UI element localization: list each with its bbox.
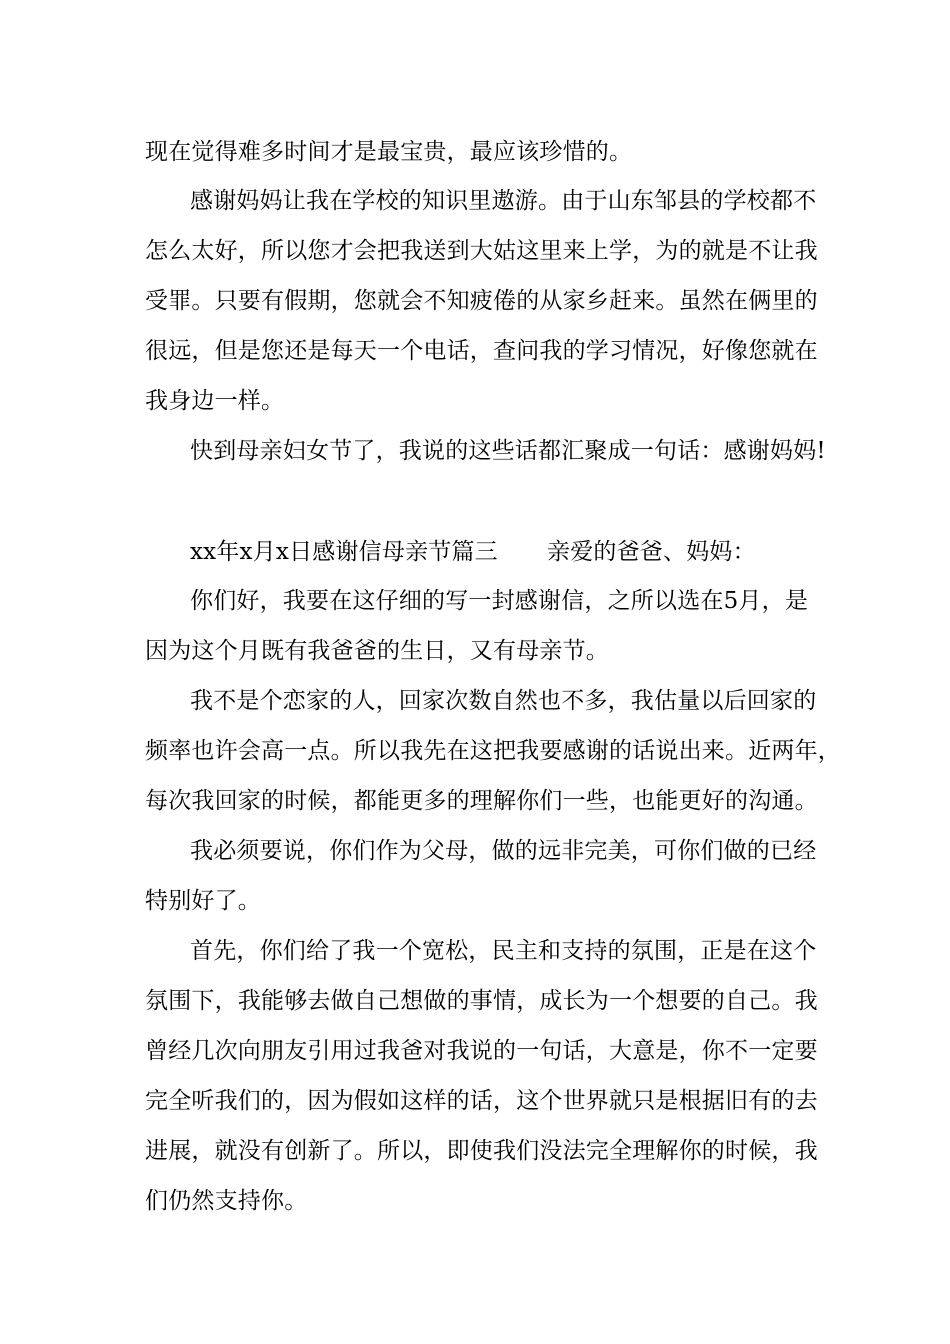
paragraph-line: 我身边一样。 bbox=[145, 388, 285, 414]
paragraph-line: 每次我回家的时候，都能更多的理解你们一些，也能更好的沟通。 bbox=[145, 788, 818, 814]
paragraph-line: 氛围下，我能够去做自己想做的事情，成长为一个想要的自己。我 bbox=[145, 988, 818, 1014]
paragraph-line: 怎么太好，所以您才会把我送到大姑这里来上学，为的就是不让我 bbox=[145, 238, 818, 264]
paragraph-line: 快到母亲妇女节了，我说的这些话都汇聚成一句话：感谢妈妈! bbox=[190, 438, 826, 464]
paragraph-line: 首先，你们给了我一个宽松，民主和支持的氛围，正是在这个 bbox=[190, 938, 817, 964]
section-heading: xx年x月x日感谢信母亲节篇三 bbox=[190, 539, 498, 565]
paragraph-line: 你们好，我要在这仔细的写一封感谢信，之所以选在5月，是 bbox=[190, 588, 809, 614]
salutation: 亲爱的爸爸、妈妈： bbox=[547, 539, 756, 565]
paragraph-line: 感谢妈妈让我在学校的知识里遨游。由于山东邹县的学校都不 bbox=[190, 188, 817, 214]
paragraph-line: 们仍然支持你。 bbox=[145, 1188, 308, 1214]
paragraph-line: 我必须要说，你们作为父母，做的远非完美，可你们做的已经 bbox=[190, 838, 817, 864]
paragraph-line: 频率也许会高一点。所以我先在这把我要感谢的话说出来。近两年， bbox=[145, 738, 841, 764]
paragraph-line: 进展，就没有创新了。所以，即使我们没法完全理解你的时候，我 bbox=[145, 1138, 818, 1164]
paragraph-line: 特别好了。 bbox=[145, 888, 261, 914]
paragraph-line: 很远，但是您还是每天一个电话，查问我的学习情况，好像您就在 bbox=[145, 338, 818, 364]
paragraph-line: 受罪。只要有假期，您就会不知疲倦的从家乡赶来。虽然在俩里的 bbox=[145, 288, 818, 314]
paragraph-line: 现在觉得难多时间才是最宝贵，最应该珍惜的。 bbox=[145, 139, 633, 165]
paragraph-line: 曾经几次向朋友引用过我爸对我说的一句话，大意是，你不一定要 bbox=[145, 1038, 818, 1064]
paragraph-line: 完全听我们的，因为假如这样的话，这个世界就只是根据旧有的去 bbox=[145, 1088, 818, 1114]
paragraph-line: 我不是个恋家的人，回家次数自然也不多，我估量以后回家的 bbox=[190, 688, 817, 714]
paragraph-line: 因为这个月既有我爸爸的生日，又有母亲节。 bbox=[145, 638, 609, 664]
